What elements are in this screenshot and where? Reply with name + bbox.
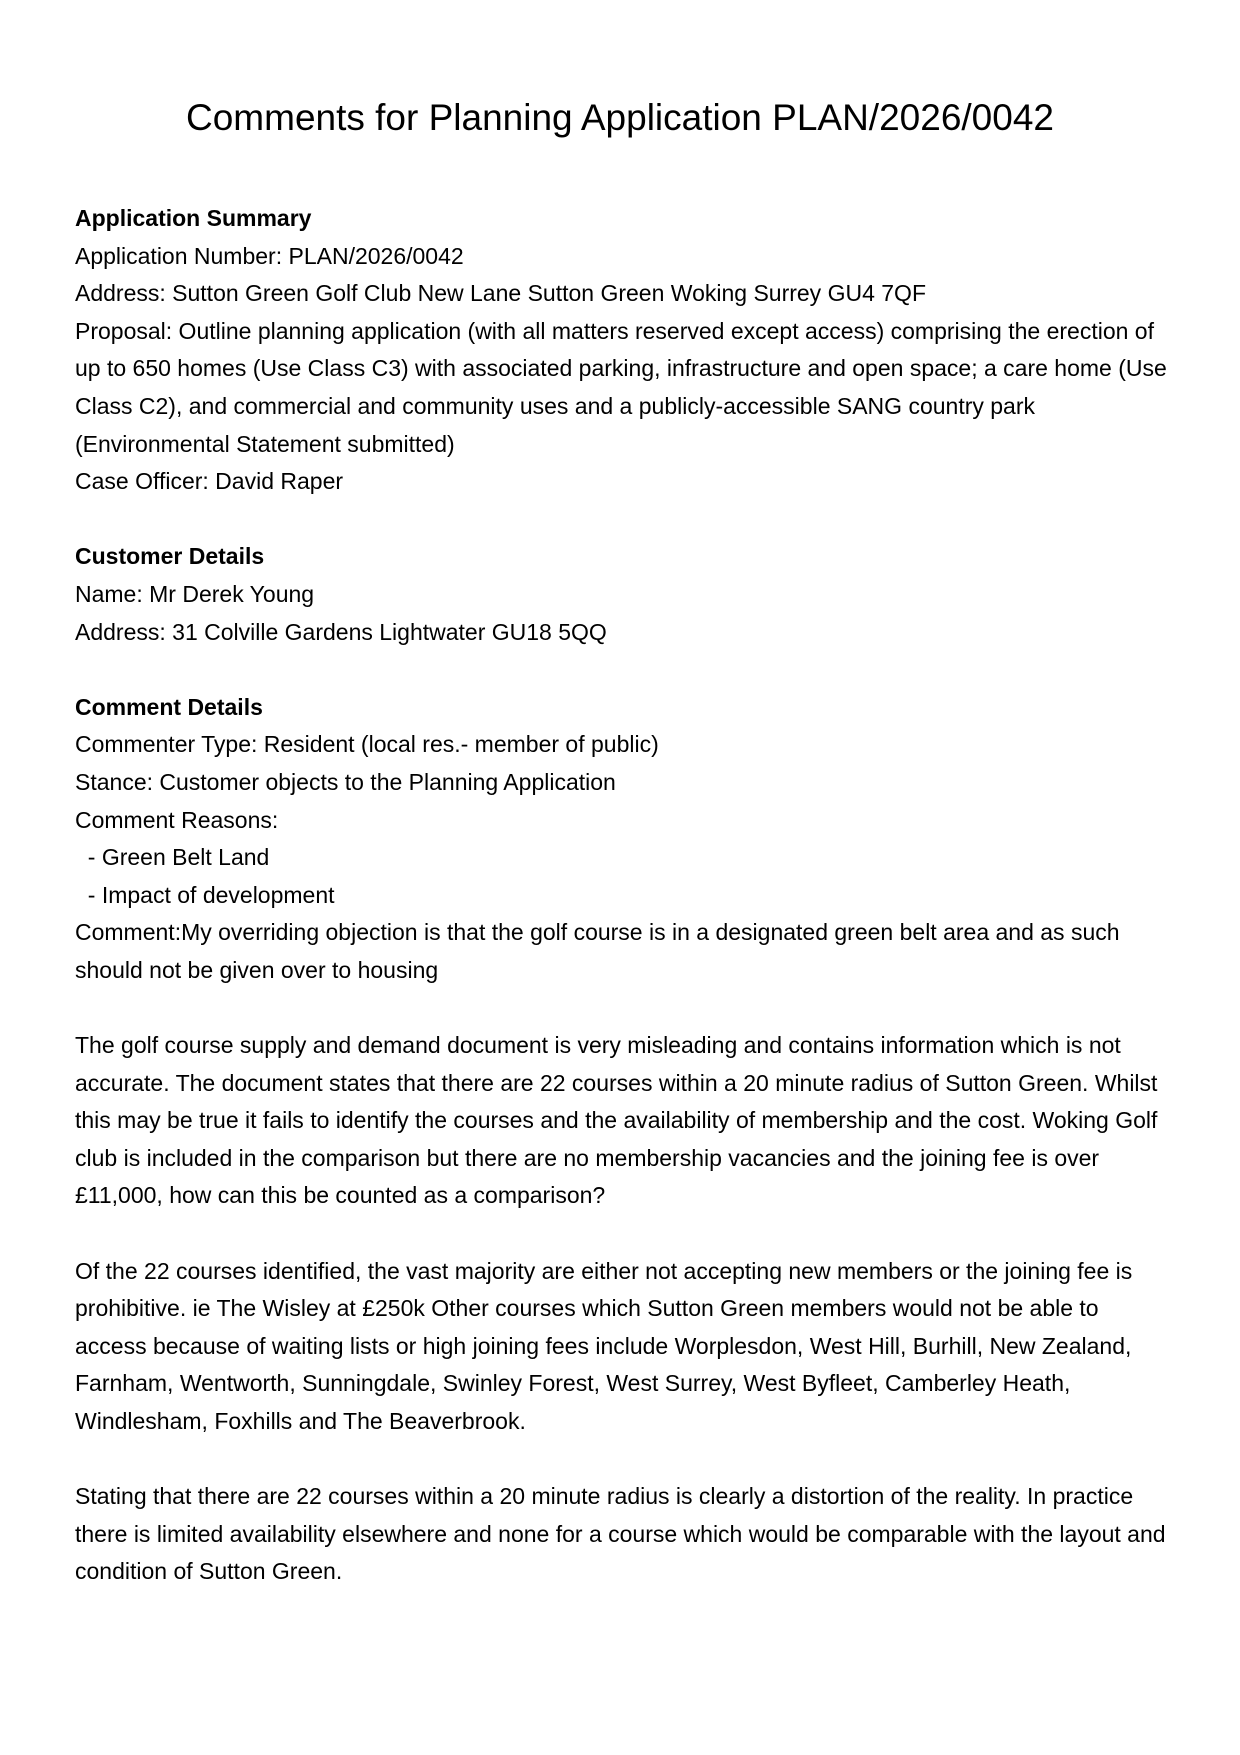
application-summary-section	[75, 200, 1175, 501]
comment-paragraph: Stating that there are 22 courses within a 20 minute radius is clearly a distortion of the reality. In practice there is limited availability elsewhere and none for a course which would be comparable with the layout and condition of Sutton Green.	[75, 1483, 1166, 1585]
customer-details-heading: Customer Details	[75, 543, 265, 570]
paragraph-spacer	[75, 989, 1175, 1027]
customer-name: Name: Mr Derek Young	[75, 580, 315, 607]
document-body	[75, 200, 1175, 1591]
case-officer: Case Officer: David Raper	[75, 468, 344, 495]
application-number: Application Number: PLAN/2026/0042	[75, 242, 464, 269]
comment-paragraph: The golf course supply and demand document is very misleading and contains information which is not accurate. The document states that there are 22 courses within a 20 minute radius of Sutton Green. Whilst this may be true it fails to identify the courses and the availability of membership and the cost. Woking Golf club is included in the comparison but there are no membership vacancies and the joining fee is over £11,000, how can this be counted as a comparison?	[75, 1032, 1158, 1209]
page-title: Comments for Planning Application PLAN/2026/0042	[186, 97, 1054, 138]
customer-address: Address: 31 Colville Gardens Lightwater GU18 5QQ	[75, 618, 607, 645]
commenter-type: Commenter Type: Resident (local res.- member of public)	[75, 731, 659, 758]
comment-text: Comment:My overriding objection is that the golf course is in a designated green belt area and as such should not be given over to housing	[75, 919, 1120, 983]
stance: Stance: Customer objects to the Planning Application	[75, 768, 616, 795]
customer-details-section	[75, 538, 1175, 651]
application-summary-heading: Application Summary	[75, 205, 312, 231]
section-spacer	[75, 501, 1175, 539]
section-spacer	[75, 651, 1175, 689]
paragraph-spacer	[75, 1215, 1175, 1253]
comment-reason-item: - Impact of development	[75, 881, 335, 908]
comment-reason-item: - Green Belt Land	[75, 844, 270, 871]
paragraph-spacer	[75, 1441, 1175, 1479]
comment-paragraph: Of the 22 courses identified, the vast majority are either not accepting new members or the joining fee is prohibitive. ie The Wisley at £250k Other courses which Sutton Green members would not be able to access because of waiting lists or high joining fees include Worplesdon, West Hill, Burhill, New Zealand, Farnham, Wentworth, Sunningdale, Swinley Forest, West Surrey, West Byfleet, Camberley Heath, Windlesham, Foxhills and The Beaverbrook.	[75, 1257, 1133, 1434]
comment-reasons-label: Comment Reasons:	[75, 806, 279, 833]
application-proposal: Proposal: Outline planning application (with all matters reserved except access) comprising the erection of up to 650 homes (Use Class C3) with associated parking, infrastructure and open space; a care home (Use Class C2), and commercial and community uses and a publicly-accessible SANG country park (Environmental Statement submitted)	[75, 317, 1167, 457]
comment-details-heading: Comment Details	[75, 693, 263, 720]
comment-details-section	[75, 689, 1175, 1591]
application-address: Address: Sutton Green Golf Club New Lane Sutton Green Woking Surrey GU4 7QF	[75, 280, 926, 307]
